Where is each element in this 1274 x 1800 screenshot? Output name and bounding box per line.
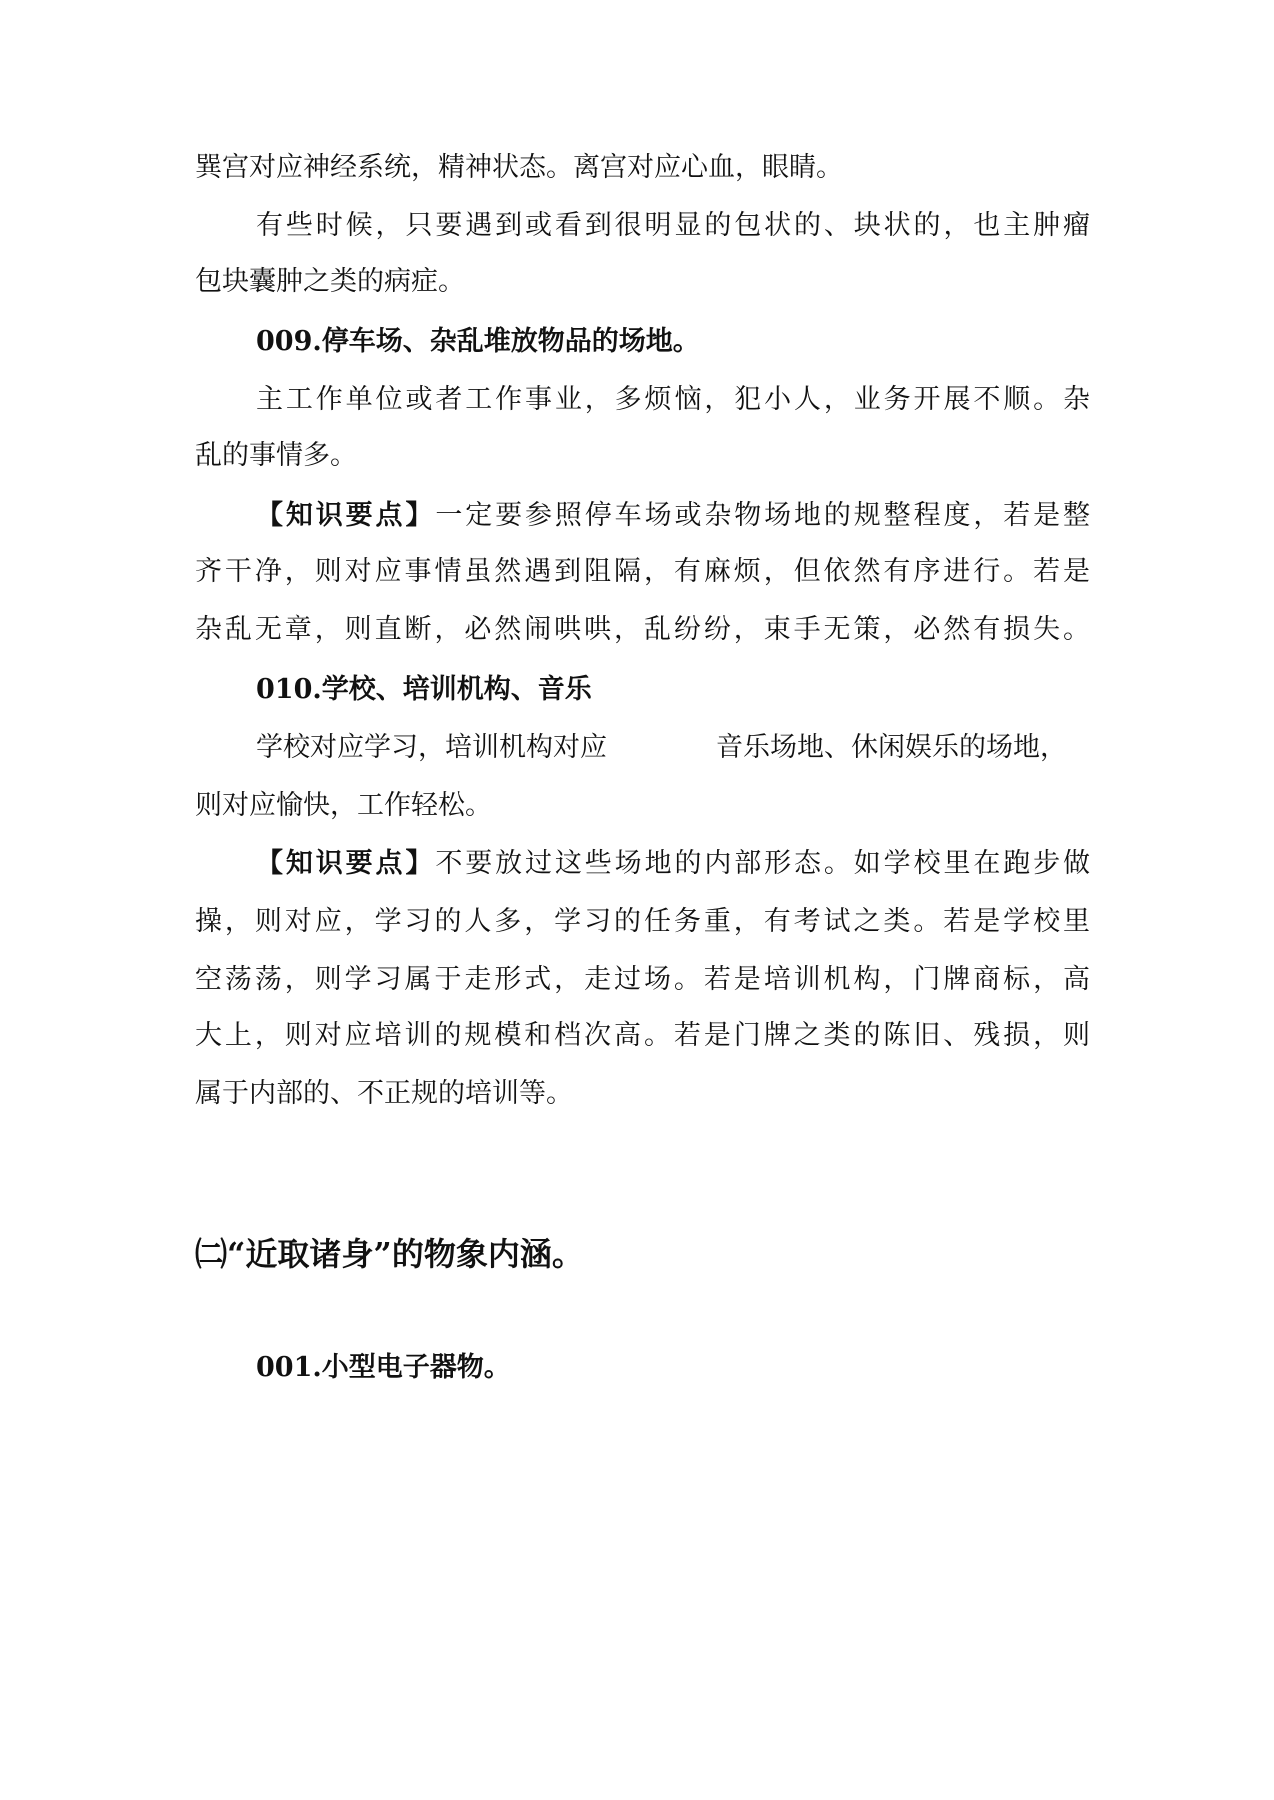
paragraph-line: 包块囊肿之类的病症。 [195,266,465,297]
item-heading-010: 010.学校、培训机构、音乐 [256,674,592,705]
paragraph-line: 主工作单位或者工作事业，多烦恼，犯小人，业务开展不顺。杂 [256,384,1090,415]
item-heading-001: 001.小型电子器物。 [256,1352,511,1383]
paragraph-line: 则对应愉快，工作轻松。 [195,790,492,821]
item-heading-009: 009.停车场、杂乱堆放物品的场地。 [256,326,700,357]
paragraph-line: 齐干净，则对应事情虽然遇到阻隔，有麻烦，但依然有序进行。若是 [195,556,1090,587]
section-heading: ㈡“近取诸身”的物象内涵。 [195,1235,584,1273]
knowledge-point-text: 不要放过这些场地的内部形态。如学校里在跑步做 [435,848,1091,879]
paragraph-line: 空荡荡，则学习属于走形式，走过场。若是培训机构，门牌商标，高 [195,964,1090,995]
paragraph-line: 音乐场地、休闲娱乐的场地， [716,732,1067,763]
knowledge-point-label: 【知识要点】 [256,500,436,531]
paragraph-line: 大上，则对应培训的规模和档次高。若是门牌之类的陈旧、残损，则 [195,1020,1090,1051]
paragraph-line: 杂乱无章，则直断，必然闹哄哄，乱纷纷，束手无策，必然有损失。 [195,614,1090,645]
paragraph-line: 属于内部的、不正规的培训等。 [195,1078,573,1109]
paragraph-line: 巽宫对应神经系统，精神状态。离宫对应心血，眼睛。 [195,152,843,183]
paragraph-line: 乱的事情多。 [195,440,357,471]
paragraph-line: 操，则对应，学习的人多，学习的任务重，有考试之类。若是学校里 [195,906,1090,937]
paragraph-line: 学校对应学习，培训机构对应 [256,732,607,763]
knowledge-point-label: 【知识要点】 [256,848,436,879]
knowledge-point-line [256,844,1090,884]
paragraph-line: 有些时候，只要遇到或看到很明显的包状的、块状的，也主肿瘤 [256,210,1090,241]
knowledge-point-line [256,496,1090,536]
knowledge-point-text: 一定要参照停车场或杂物场地的规整程度，若是整 [435,500,1091,531]
